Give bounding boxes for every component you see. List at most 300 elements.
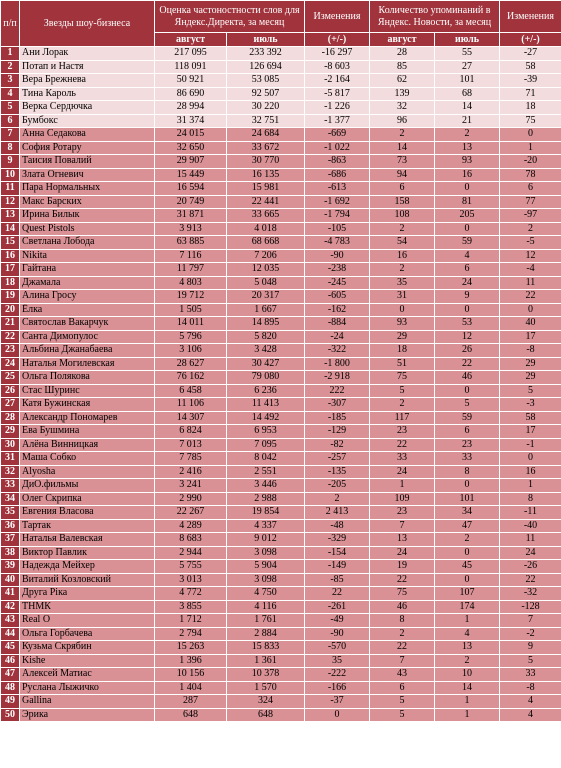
table-row [1, 249, 561, 263]
cell-change: 22 [305, 587, 370, 601]
cell-aug: 1 404 [155, 681, 227, 695]
cell-news-jul: 27 [435, 60, 500, 74]
cell-aug: 11 106 [155, 398, 227, 412]
cell-news-aug: 1 [370, 479, 435, 493]
cell-name: Real O [20, 614, 155, 628]
cell-name: Верка Сердючка [20, 101, 155, 115]
cell-aug: 22 267 [155, 506, 227, 520]
table-row [1, 398, 561, 412]
cell-aug: 6 458 [155, 384, 227, 398]
cell-news-aug: 23 [370, 425, 435, 439]
cell-news-aug: 31 [370, 290, 435, 304]
cell-news-jul: 59 [435, 236, 500, 250]
cell-jul: 30 220 [227, 101, 305, 115]
cell-news-change: -8 [500, 344, 561, 358]
cell-news-change: 4 [500, 708, 561, 722]
cell-change: -1 800 [305, 357, 370, 371]
cell-jul: 3 098 [227, 546, 305, 560]
cell-jul: 6 953 [227, 425, 305, 439]
cell-aug: 2 990 [155, 492, 227, 506]
cell-news-aug: 22 [370, 438, 435, 452]
cell-rank: 32 [1, 465, 20, 479]
cell-aug: 19 712 [155, 290, 227, 304]
cell-change: -245 [305, 276, 370, 290]
cell-name: Злата Огневич [20, 168, 155, 182]
table-row [1, 425, 561, 439]
cell-news-jul: 10 [435, 668, 500, 682]
cell-change: -105 [305, 222, 370, 236]
cell-news-jul: 55 [435, 47, 500, 61]
cell-change: -1 022 [305, 141, 370, 155]
cell-change: -162 [305, 303, 370, 317]
cell-news-aug: 109 [370, 492, 435, 506]
cell-aug: 11 797 [155, 263, 227, 277]
cell-jul: 33 665 [227, 209, 305, 223]
cell-change: 0 [305, 708, 370, 722]
cell-change: -205 [305, 479, 370, 493]
table-row [1, 74, 561, 88]
cell-news-change: -20 [500, 155, 561, 169]
cell-name: София Ротару [20, 141, 155, 155]
cell-name: Светлана Лобода [20, 236, 155, 250]
cell-change: -37 [305, 695, 370, 709]
cell-change: -90 [305, 627, 370, 641]
cell-name: Друга Ріка [20, 587, 155, 601]
cell-aug: 2 416 [155, 465, 227, 479]
cell-news-jul: 23 [435, 438, 500, 452]
cell-news-jul: 16 [435, 168, 500, 182]
cell-aug: 15 263 [155, 641, 227, 655]
cell-news-change: 17 [500, 330, 561, 344]
cell-news-change: 77 [500, 195, 561, 209]
cell-news-change: -2 [500, 627, 561, 641]
header-jul: июль [227, 33, 305, 47]
cell-news-jul: 1 [435, 614, 500, 628]
table-row [1, 128, 561, 142]
header-jul2: июль [435, 33, 500, 47]
header-aug: август [155, 33, 227, 47]
cell-jul: 7 095 [227, 438, 305, 452]
cell-news-change: 0 [500, 452, 561, 466]
cell-rank: 1 [1, 47, 20, 61]
cell-name: Наталья Могилевская [20, 357, 155, 371]
cell-news-change: 58 [500, 60, 561, 74]
cell-news-change: 11 [500, 533, 561, 547]
cell-news-jul: 0 [435, 222, 500, 236]
cell-rank: 3 [1, 74, 20, 88]
cell-jul: 22 441 [227, 195, 305, 209]
cell-name: Ани Лорак [20, 47, 155, 61]
cell-jul: 9 012 [227, 533, 305, 547]
cell-news-change: -32 [500, 587, 561, 601]
cell-news-jul: 2 [435, 128, 500, 142]
cell-name: Алёна Винницкая [20, 438, 155, 452]
cell-news-aug: 75 [370, 371, 435, 385]
cell-name: ДиО.фильмы [20, 479, 155, 493]
cell-rank: 28 [1, 411, 20, 425]
cell-change: -863 [305, 155, 370, 169]
cell-aug: 32 650 [155, 141, 227, 155]
cell-aug: 20 749 [155, 195, 227, 209]
cell-news-jul: 0 [435, 573, 500, 587]
cell-name: ТНМК [20, 600, 155, 614]
cell-news-change: -5 [500, 236, 561, 250]
cell-rank: 10 [1, 168, 20, 182]
cell-news-change: 16 [500, 465, 561, 479]
table-header [1, 1, 561, 47]
table-body [1, 47, 561, 722]
cell-change: -82 [305, 438, 370, 452]
cell-aug: 648 [155, 708, 227, 722]
cell-change: -1 377 [305, 114, 370, 128]
cell-name: Ольга Горбачева [20, 627, 155, 641]
cell-change: 2 [305, 492, 370, 506]
cell-news-aug: 5 [370, 708, 435, 722]
cell-rank: 47 [1, 668, 20, 682]
cell-news-jul: 21 [435, 114, 500, 128]
cell-aug: 2 944 [155, 546, 227, 560]
cell-aug: 217 095 [155, 47, 227, 61]
cell-news-aug: 7 [370, 519, 435, 533]
cell-name: Кузьма Скрябин [20, 641, 155, 655]
cell-news-jul: 24 [435, 276, 500, 290]
cell-news-aug: 2 [370, 263, 435, 277]
cell-aug: 6 824 [155, 425, 227, 439]
cell-aug: 2 794 [155, 627, 227, 641]
cell-news-change: -3 [500, 398, 561, 412]
cell-jul: 14 492 [227, 411, 305, 425]
table-row [1, 560, 561, 574]
cell-news-change: -39 [500, 74, 561, 88]
cell-rank: 49 [1, 695, 20, 709]
cell-news-change: -128 [500, 600, 561, 614]
cell-aug: 14 307 [155, 411, 227, 425]
cell-jul: 1 570 [227, 681, 305, 695]
cell-rank: 37 [1, 533, 20, 547]
table-row [1, 614, 561, 628]
cell-name: Виктор Павлик [20, 546, 155, 560]
cell-name: Потап и Настя [20, 60, 155, 74]
cell-name: Гайтана [20, 263, 155, 277]
table-row [1, 276, 561, 290]
cell-news-aug: 62 [370, 74, 435, 88]
cell-news-jul: 6 [435, 263, 500, 277]
cell-name: Альбина Джанабаева [20, 344, 155, 358]
cell-news-aug: 46 [370, 600, 435, 614]
cell-name: Олег Скрипка [20, 492, 155, 506]
cell-aug: 5 755 [155, 560, 227, 574]
cell-change: -605 [305, 290, 370, 304]
cell-news-aug: 0 [370, 303, 435, 317]
cell-rank: 35 [1, 506, 20, 520]
cell-jul: 92 507 [227, 87, 305, 101]
cell-news-change: 2 [500, 222, 561, 236]
cell-news-change: 0 [500, 128, 561, 142]
cell-rank: 44 [1, 627, 20, 641]
cell-rank: 23 [1, 344, 20, 358]
table-row [1, 47, 561, 61]
cell-news-aug: 14 [370, 141, 435, 155]
table-row [1, 654, 561, 668]
cell-aug: 3 855 [155, 600, 227, 614]
table-row [1, 668, 561, 682]
cell-aug: 118 091 [155, 60, 227, 74]
cell-jul: 3 098 [227, 573, 305, 587]
cell-news-change: 11 [500, 276, 561, 290]
cell-change: 222 [305, 384, 370, 398]
cell-rank: 12 [1, 195, 20, 209]
table-row [1, 681, 561, 695]
cell-news-change: 12 [500, 249, 561, 263]
cell-name: Виталий Козловский [20, 573, 155, 587]
header-direct: Оценка частоностности слов для Яндекс.Директа, за месяц [155, 1, 305, 33]
cell-name: Александр Пономарев [20, 411, 155, 425]
cell-aug: 7 013 [155, 438, 227, 452]
cell-change: -307 [305, 398, 370, 412]
cell-news-jul: 53 [435, 317, 500, 331]
cell-news-jul: 33 [435, 452, 500, 466]
cell-news-aug: 33 [370, 452, 435, 466]
cell-aug: 31 374 [155, 114, 227, 128]
header-news: Количество упоминаний в Яндекс. Новости, за месяц [370, 1, 500, 33]
table-row [1, 344, 561, 358]
cell-name: Ёлка [20, 303, 155, 317]
cell-news-change: -8 [500, 681, 561, 695]
cell-change: -238 [305, 263, 370, 277]
cell-news-aug: 139 [370, 87, 435, 101]
cell-aug: 8 683 [155, 533, 227, 547]
cell-news-change: 40 [500, 317, 561, 331]
cell-news-aug: 16 [370, 249, 435, 263]
cell-name: Бумбокс [20, 114, 155, 128]
cell-news-aug: 2 [370, 627, 435, 641]
cell-aug: 3 241 [155, 479, 227, 493]
cell-rank: 38 [1, 546, 20, 560]
cell-news-aug: 6 [370, 182, 435, 196]
cell-rank: 43 [1, 614, 20, 628]
cell-aug: 28 994 [155, 101, 227, 115]
cell-jul: 68 668 [227, 236, 305, 250]
cell-news-change: 75 [500, 114, 561, 128]
cell-aug: 16 594 [155, 182, 227, 196]
cell-jul: 15 981 [227, 182, 305, 196]
cell-jul: 3 428 [227, 344, 305, 358]
header-pm2: (+/-) [500, 33, 561, 47]
cell-news-aug: 5 [370, 384, 435, 398]
cell-news-jul: 101 [435, 74, 500, 88]
cell-name: Святослав Вакарчук [20, 317, 155, 331]
cell-change: -1 226 [305, 101, 370, 115]
cell-jul: 324 [227, 695, 305, 709]
cell-news-jul: 6 [435, 425, 500, 439]
table-row [1, 479, 561, 493]
cell-jul: 4 018 [227, 222, 305, 236]
cell-name: Ева Бушмина [20, 425, 155, 439]
cell-news-change: 17 [500, 425, 561, 439]
cell-news-change: -40 [500, 519, 561, 533]
table-row [1, 195, 561, 209]
cell-jul: 5 904 [227, 560, 305, 574]
cell-name: Kishe [20, 654, 155, 668]
cell-aug: 5 796 [155, 330, 227, 344]
cell-news-change: -11 [500, 506, 561, 520]
cell-rank: 6 [1, 114, 20, 128]
cell-rank: 42 [1, 600, 20, 614]
cell-news-jul: 34 [435, 506, 500, 520]
table-row [1, 303, 561, 317]
cell-name: Тартак [20, 519, 155, 533]
cell-news-change: 5 [500, 654, 561, 668]
cell-jul: 1 761 [227, 614, 305, 628]
cell-aug: 287 [155, 695, 227, 709]
cell-change: -570 [305, 641, 370, 655]
cell-name: Ирина Билык [20, 209, 155, 223]
cell-rank: 19 [1, 290, 20, 304]
table-row [1, 546, 561, 560]
cell-aug: 4 289 [155, 519, 227, 533]
cell-aug: 86 690 [155, 87, 227, 101]
cell-news-change: 78 [500, 168, 561, 182]
cell-news-aug: 75 [370, 587, 435, 601]
cell-news-change: -97 [500, 209, 561, 223]
cell-aug: 4 803 [155, 276, 227, 290]
cell-news-aug: 93 [370, 317, 435, 331]
table-row [1, 317, 561, 331]
cell-jul: 3 446 [227, 479, 305, 493]
cell-change: -16 297 [305, 47, 370, 61]
cell-change: -90 [305, 249, 370, 263]
cell-news-change: 6 [500, 182, 561, 196]
cell-aug: 1 505 [155, 303, 227, 317]
cell-change: -5 817 [305, 87, 370, 101]
cell-news-jul: 22 [435, 357, 500, 371]
cell-rank: 11 [1, 182, 20, 196]
cell-news-jul: 46 [435, 371, 500, 385]
cell-change: -2 164 [305, 74, 370, 88]
table-row [1, 114, 561, 128]
cell-news-jul: 9 [435, 290, 500, 304]
cell-news-aug: 29 [370, 330, 435, 344]
cell-news-aug: 2 [370, 398, 435, 412]
table-row [1, 330, 561, 344]
cell-rank: 26 [1, 384, 20, 398]
cell-news-jul: 14 [435, 101, 500, 115]
cell-news-aug: 5 [370, 695, 435, 709]
cell-change: -884 [305, 317, 370, 331]
cell-news-jul: 8 [435, 465, 500, 479]
cell-name: Nikita [20, 249, 155, 263]
cell-news-aug: 23 [370, 506, 435, 520]
cell-rank: 39 [1, 560, 20, 574]
cell-news-jul: 107 [435, 587, 500, 601]
cell-news-jul: 0 [435, 384, 500, 398]
cell-name: Тина Кароль [20, 87, 155, 101]
cell-news-aug: 24 [370, 465, 435, 479]
cell-jul: 126 694 [227, 60, 305, 74]
cell-jul: 2 551 [227, 465, 305, 479]
cell-news-aug: 96 [370, 114, 435, 128]
cell-rank: 36 [1, 519, 20, 533]
cell-aug: 1 396 [155, 654, 227, 668]
cell-news-change: 8 [500, 492, 561, 506]
cell-jul: 32 751 [227, 114, 305, 128]
cell-news-aug: 22 [370, 573, 435, 587]
cell-news-jul: 13 [435, 641, 500, 655]
cell-news-aug: 2 [370, 128, 435, 142]
cell-change: -261 [305, 600, 370, 614]
cell-news-change: 24 [500, 546, 561, 560]
cell-rank: 2 [1, 60, 20, 74]
header-news-change: Изменения [500, 1, 561, 33]
cell-jul: 19 854 [227, 506, 305, 520]
cell-news-aug: 73 [370, 155, 435, 169]
cell-rank: 50 [1, 708, 20, 722]
cell-rank: 14 [1, 222, 20, 236]
cell-rank: 21 [1, 317, 20, 331]
cell-name: Quest Pistols [20, 222, 155, 236]
cell-rank: 48 [1, 681, 20, 695]
cell-news-change: 22 [500, 573, 561, 587]
cell-rank: 24 [1, 357, 20, 371]
cell-news-change: 18 [500, 101, 561, 115]
table-row [1, 438, 561, 452]
cell-change: -613 [305, 182, 370, 196]
cell-news-change: 4 [500, 695, 561, 709]
cell-change: -85 [305, 573, 370, 587]
cell-rank: 16 [1, 249, 20, 263]
cell-rank: 18 [1, 276, 20, 290]
cell-news-jul: 4 [435, 249, 500, 263]
cell-aug: 76 162 [155, 371, 227, 385]
cell-aug: 28 627 [155, 357, 227, 371]
header-pm: (+/-) [305, 33, 370, 47]
cell-jul: 233 392 [227, 47, 305, 61]
cell-change: -669 [305, 128, 370, 142]
cell-rank: 31 [1, 452, 20, 466]
cell-aug: 7 116 [155, 249, 227, 263]
cell-change: -48 [305, 519, 370, 533]
table-row [1, 168, 561, 182]
cell-aug: 15 449 [155, 168, 227, 182]
cell-news-jul: 2 [435, 654, 500, 668]
cell-name: Маша Собко [20, 452, 155, 466]
cell-news-change: 22 [500, 290, 561, 304]
table-row [1, 236, 561, 250]
cell-aug: 3 913 [155, 222, 227, 236]
cell-news-aug: 7 [370, 654, 435, 668]
cell-news-jul: 47 [435, 519, 500, 533]
cell-news-change: -1 [500, 438, 561, 452]
cell-news-aug: 2 [370, 222, 435, 236]
cell-news-jul: 59 [435, 411, 500, 425]
cell-change: -222 [305, 668, 370, 682]
cell-news-aug: 108 [370, 209, 435, 223]
cell-news-jul: 93 [435, 155, 500, 169]
table-row [1, 452, 561, 466]
cell-jul: 12 035 [227, 263, 305, 277]
cell-news-change: 71 [500, 87, 561, 101]
cell-jul: 7 206 [227, 249, 305, 263]
cell-aug: 4 772 [155, 587, 227, 601]
cell-jul: 6 236 [227, 384, 305, 398]
cell-jul: 20 317 [227, 290, 305, 304]
cell-name: Джамала [20, 276, 155, 290]
cell-name: Санта Димопулос [20, 330, 155, 344]
table-row [1, 600, 561, 614]
cell-rank: 5 [1, 101, 20, 115]
cell-change: -4 783 [305, 236, 370, 250]
cell-news-change: 29 [500, 371, 561, 385]
